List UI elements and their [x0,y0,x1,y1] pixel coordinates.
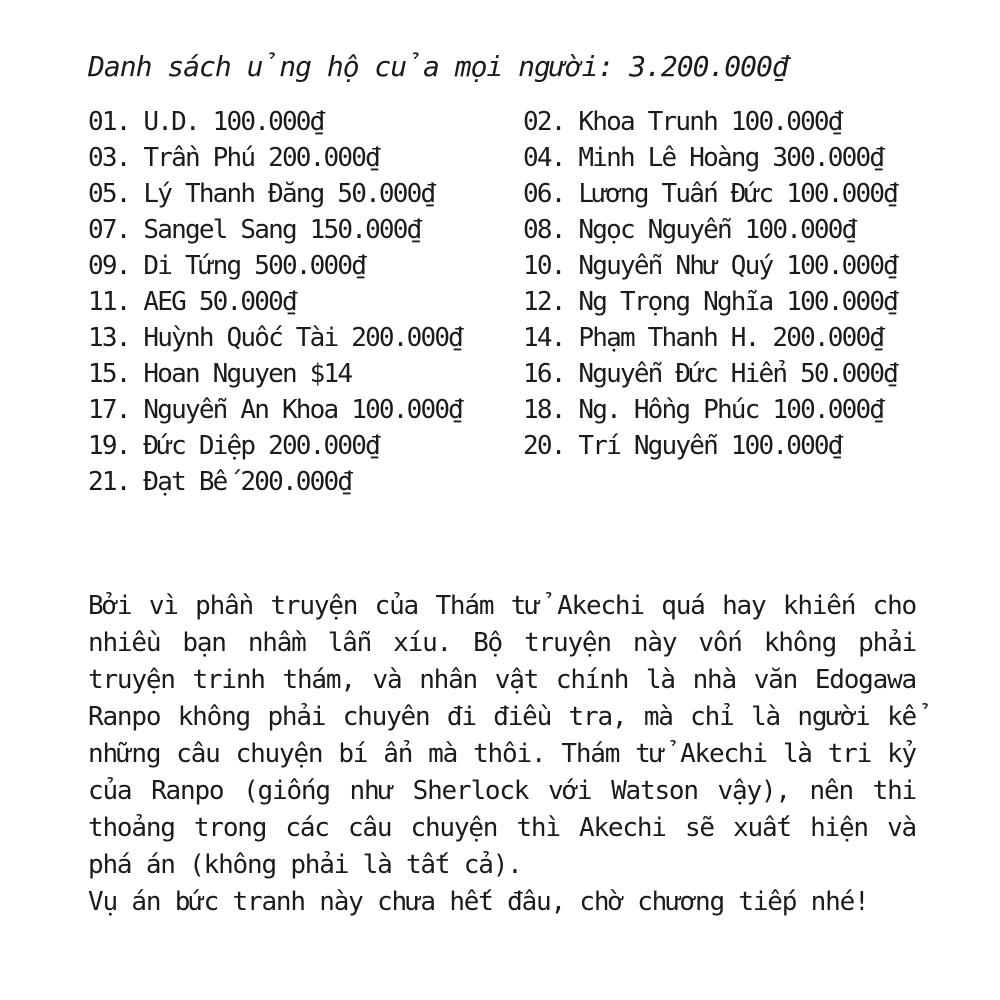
donor-item: 06. Lương Tuấn Đức 100.000₫ [523,179,898,209]
donor-item: 13. Huỳnh Quốc Tài 200.000₫ [88,323,463,353]
donor-item: 15. Hoan Nguyen $14 [88,359,352,389]
note-line: của Ranpo (giống như Sherlock với Watson vậy), nên thi [88,776,916,806]
donor-item: 10. Nguyễn Như Quý 100.000₫ [523,251,898,281]
donor-column-right [523,104,897,464]
donor-item: 17. Nguyễn An Khoa 100.000₫ [88,395,463,425]
donor-item: 08. Ngọc Nguyễn 100.000₫ [523,215,856,245]
donor-column-left [88,104,462,500]
note-line: truyện trinh thám, và nhân vật chính là nhà văn Edogawa [88,665,916,695]
note-closing-line: Vụ án bức tranh này chưa hết đâu, chờ chương tiếp nhé! [88,887,869,917]
donor-item: 20. Trí Nguyễn 100.000₫ [523,431,842,461]
donor-item: 14. Phạm Thanh H. 200.000₫ [523,323,884,353]
donor-item: 04. Minh Lê Hoàng 300.000₫ [523,143,884,173]
note-line: những câu chuyện bí ẩn mà thôi. Thám tử Akechi là tri kỷ [88,739,916,769]
note-line: Bởi vì phần truyện của Thám tử Akechi quá hay khiến cho [88,591,916,621]
donor-item: 19. Đức Diệp 200.000₫ [88,431,379,461]
donor-item: 16. Nguyễn Đức Hiển 50.000₫ [523,359,898,389]
donor-item: 01. U.D. 100.000₫ [88,107,324,137]
donor-item: 02. Khoa Trunh 100.000₫ [523,107,842,137]
note-line: phá án (không phải là tất cả). [88,850,522,880]
note-line: thoảng trong các câu chuyện thì Akechi sẽ xuất hiện và [88,813,916,843]
donor-item: 07. Sangel Sang 150.000₫ [88,215,421,245]
donor-item: 12. Ng Trọng Nghĩa 100.000₫ [523,287,898,317]
donor-item: 09. Di Tứng 500.000₫ [88,251,366,281]
donor-item: 18. Ng. Hồng Phúc 100.000₫ [523,395,884,425]
translator-note [88,588,916,921]
donor-item: 21. Đạt Bế 200.000₫ [88,467,352,497]
page-title: Danh sách ủng hộ của mọi người: 3.200.000₫ [88,50,788,83]
donor-item: 05. Lý Thanh Đăng 50.000₫ [88,179,435,209]
note-line: Ranpo không phải chuyên đi điều tra, mà chỉ là người kể [88,702,916,732]
donor-item: 11. AEG 50.000₫ [88,287,296,317]
donor-item: 03. Trần Phú 200.000₫ [88,143,379,173]
note-line: nhiều bạn nhầm lẫn xíu. Bộ truyện này vốn không phải [88,628,916,658]
